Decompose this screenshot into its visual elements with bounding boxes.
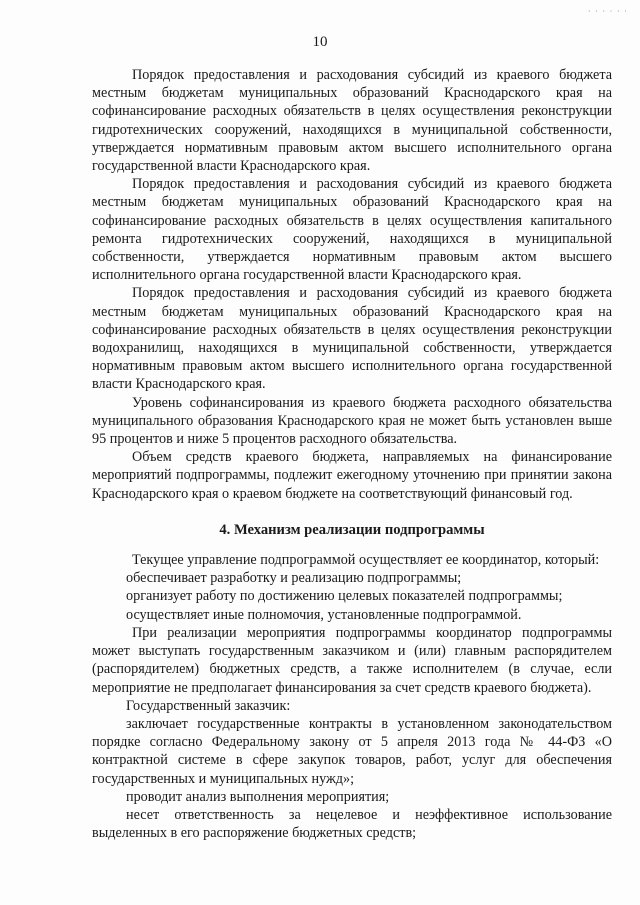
section-title: 4. Механизм реализации подпрограммы [219,521,485,538]
customer-intro: Государственный заказчик: [126,697,291,714]
paragraph-cofinancing-level: Уровень софинансирования из краевого бюджета расходного обязательства муниципального образования Краснодарского края не может быть установлен выше 95 процентов и ниже 5 процентов расходного обязательства. [92,394,612,448]
paragraph-reconstruction-reservoirs: Порядок предоставления и расходования субсидий из краевого бюджета местным бюджетам муниципальных образований Краснодарского края на софинансирование расходных обязательств в целях осуществления реконструкции водохранилищ, находящихся в муниципальной собственности, утверждается нормативным правовым актом высшего исполнительного органа государственной власти Краснодарского края. [92,285,612,393]
customer-item: проводит анализ выполнения мероприятия; [126,788,390,805]
coordinator-item: организует работу по достижению целевых показателей подпрограммы; [126,588,563,605]
scan-corner-mark: · · · · · · [587,6,628,16]
paragraph-reconstruction-hydro: Порядок предоставления и расходования субсидий из краевого бюджета местным бюджетам муниципальных образований Краснодарского края на софинансирование расходных обязательств в целях осуществления реконструкции гидротехнических сооружений, находящихся в муниципальной собственности, утверждается нормативным правовым актом высшего исполнительного органа государственной власти Краснодарского края. [92,67,612,175]
coordinator-item: обеспечивает разработку и реализацию подпрограммы; [126,570,462,587]
implementation-paragraph: При реализации мероприятия подпрограммы координатор подпрограммы может выступать государственным заказчиком и (или) главным распорядителем (распорядителем) бюджетных средств, а также исполнителем (в случае, если мероприятие не предполагает финансирования за счет средств краевого бюджета). [92,624,612,696]
paragraph-capital-repair-hydro: Порядок предоставления и расходования субсидий из краевого бюджета местным бюджетам муниципальных образований Краснодарского края на софинансирование расходных обязательств в целях осуществления капитального ремонта гидротехнических сооружений, находящихся в муниципальной собственности, утверждается нормативным правовым актом высшего исполнительного органа государственной власти Краснодарского края. [92,176,612,284]
page-number: 10 [312,34,328,50]
coordinator-intro: Текущее управление подпрограммой осуществляет ее координатор, который: [132,552,600,569]
coordinator-item: осуществляет иные полномочия, установленные подпрограммой. [126,606,522,623]
customer-item: несет ответственность за нецелевое и неэффективное использование выделенных в его распоряжение бюджетных средств; [92,806,612,842]
paragraph-budget-volume: Объем средств краевого бюджета, направляемых на финансирование мероприятий подпрограммы, подлежит ежегодному уточнению при принятии закона Краснодарского края о краевом бюджете на соответствующий финансовый год. [92,449,612,502]
customer-item: заключает государственные контракты в установленном законодательством порядке согласно Федеральному закону от 5 апреля 2013 года № 44-ФЗ «О контрактной системе в сфере закупок товаров, работ, услуг для обеспечения государственных и муниципальных нужд»; [92,715,612,787]
document-body [92,66,612,842]
